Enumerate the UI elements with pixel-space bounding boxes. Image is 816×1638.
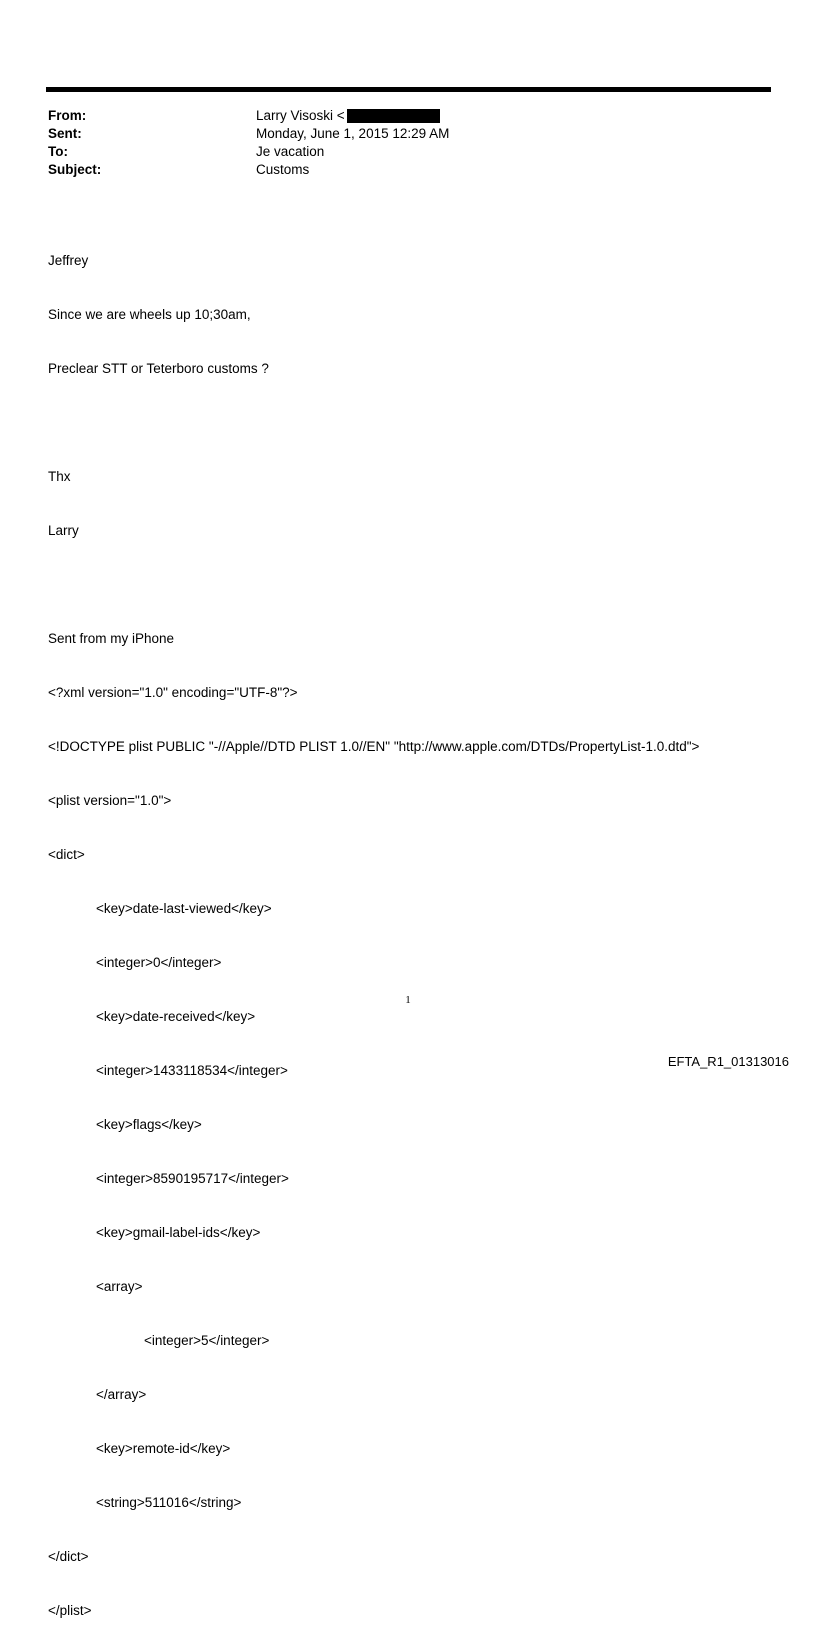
- plist-line: <string>511016</string>: [96, 1495, 242, 1510]
- plist-line: <key>date-last-viewed</key>: [96, 901, 272, 916]
- plist-line: <integer>1433118534</integer>: [96, 1063, 288, 1078]
- from-value: Larry Visoski <: [256, 108, 345, 123]
- subject-label: Subject:: [48, 162, 102, 177]
- plist-line: <plist version="1.0">: [48, 793, 172, 808]
- to-label: To:: [48, 144, 68, 159]
- plist-line: <!DOCTYPE plist PUBLIC "-//Apple//DTD PLIST 1.0//EN" "http://www.apple.com/DTDs/PropertyList-1.0.dtd">: [48, 739, 700, 754]
- plist-line: <integer>0</integer>: [96, 955, 222, 970]
- plist-line: <?xml version="1.0" encoding="UTF-8"?>: [48, 685, 298, 700]
- header-rule: [46, 87, 771, 92]
- signature: Larry: [48, 523, 79, 538]
- subject-row: [48, 161, 449, 179]
- sent-row: [48, 125, 449, 143]
- body-line: Preclear STT or Teterboro customs ?: [48, 361, 269, 376]
- sent-from: Sent from my iPhone: [48, 631, 175, 646]
- to-row: [48, 143, 449, 161]
- plist-line: <array>: [96, 1279, 143, 1294]
- plist-line: <dict>: [48, 847, 85, 862]
- plist-line: </dict>: [48, 1549, 89, 1564]
- redaction-bar: [347, 109, 440, 123]
- plist-line: </plist>: [48, 1603, 92, 1618]
- plist-line: <key>flags</key>: [96, 1117, 202, 1132]
- body-line: Since we are wheels up 10;30am,: [48, 307, 251, 322]
- plist-line: <key>remote-id</key>: [96, 1441, 231, 1456]
- subject-value: Customs: [256, 162, 310, 177]
- email-body: [48, 216, 699, 1638]
- plist-line: </array>: [96, 1387, 147, 1402]
- plist-line: <integer>5</integer>: [144, 1333, 270, 1348]
- from-row: [48, 107, 449, 125]
- plist-line: <key>gmail-label-ids</key>: [96, 1225, 261, 1240]
- to-value: Je vacation: [256, 144, 325, 159]
- sent-value: Monday, June 1, 2015 12:29 AM: [256, 126, 450, 141]
- plist-line: <key>date-received</key>: [96, 1009, 256, 1024]
- page-number: 1: [405, 994, 411, 1006]
- from-label: From:: [48, 108, 87, 123]
- sent-label: Sent:: [48, 126, 82, 141]
- document-id: EFTA_R1_01313016: [667, 1054, 789, 1069]
- plist-line: <integer>8590195717</integer>: [96, 1171, 289, 1186]
- thanks: Thx: [48, 469, 71, 484]
- email-header: [48, 107, 449, 179]
- greeting: Jeffrey: [48, 253, 89, 268]
